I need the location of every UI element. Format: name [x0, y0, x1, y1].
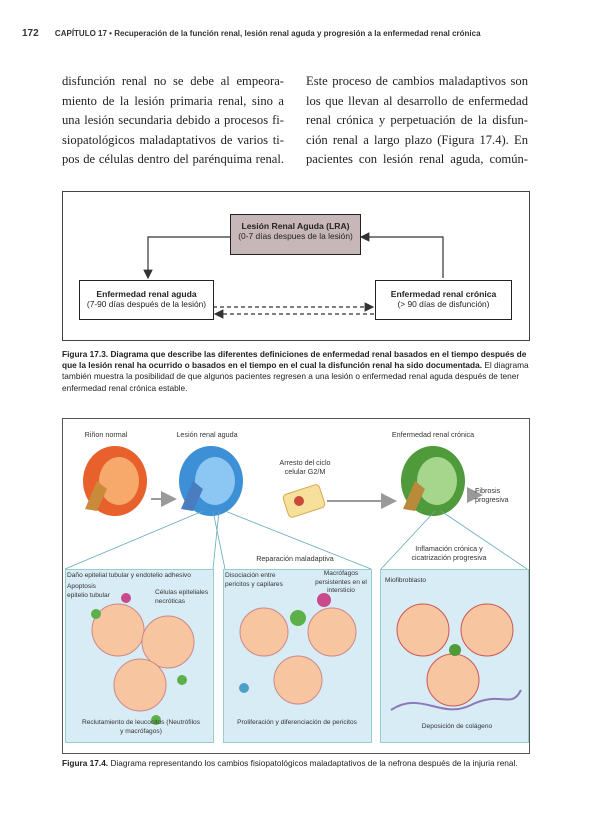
caption-text: Diagrama representando los cambios fisiopatológicos maladaptativos de la nefrona después de la injuria renal. — [110, 758, 518, 768]
label-myofibroblast: Miofibroblasto — [385, 577, 427, 584]
label-collagen: Deposición de colágeno — [421, 723, 493, 730]
body-line: renal crónica y perpetuación de la disfun- — [306, 113, 528, 128]
connector-line — [213, 511, 225, 569]
panel-chronic-inflammation — [380, 569, 529, 743]
label-kidney-normal: Riñon normal — [84, 430, 128, 439]
body-line: ción renal a largo plazo (Figura 17.4). En — [306, 132, 528, 147]
label-inflammation: Inflamación crónica y cicatrización progresiva — [411, 544, 487, 562]
label-kidney-acute: Lesión renal aguda — [176, 430, 238, 439]
running-header — [22, 28, 582, 39]
box-lra-subtitle: (0-7 días despues de la lesión) — [238, 231, 353, 241]
arrow-chronic-to-lra — [361, 237, 443, 278]
tubule-drawing — [381, 570, 528, 742]
figure-17-3-diagram — [62, 191, 530, 341]
body-line: Este proceso de cambios maladaptivos son — [306, 74, 528, 88]
label-panel2-bottom: Proliferación y diferenciación de pericitos — [237, 719, 357, 726]
box-acute-title: Enfermedad renal aguda — [96, 289, 197, 299]
cell-cycle-icon — [282, 484, 326, 519]
figure-17-3-caption — [62, 349, 532, 394]
label-cell-cycle: Arresto del ciclo celular G2/M — [279, 458, 331, 476]
label-macrophages: Macrófagos persistentes en el intersticio — [315, 570, 367, 595]
box-acute — [79, 280, 214, 320]
body-line: los que llevan al desarrollo de enfermedad — [306, 93, 528, 108]
connector-line — [65, 511, 203, 569]
kidney-acute-icon — [179, 446, 243, 516]
box-chronic — [375, 280, 512, 320]
body-line: una lesión secundaria debido a procesos fi- — [62, 113, 284, 128]
box-lra — [230, 214, 361, 255]
box-acute-subtitle: (7-90 días después de la lesión) — [86, 299, 207, 309]
caption-bold-text: Diagrama que describe las diferentes definiciones de enfermedad renal basados en el tiempo después de que la lesión renal ha ocurrido o basados en el tiempo en el cual la disfunción renal ha sido documentada. — [62, 349, 527, 371]
figure-17-4-caption — [62, 758, 532, 769]
arrow-lra-to-acute — [148, 237, 230, 278]
box-chronic-subtitle: (> 90 días de disfunción) — [397, 299, 490, 309]
body-column-right — [306, 72, 528, 170]
box-chronic-title: Enfermedad renal crónica — [390, 289, 497, 299]
caption-text: El diagrama también muestra la posibilidad de que algunos pacientes regresen a una lesión o enfermedad renal aguda después de tener enfermedad renal crónica estable. — [62, 360, 529, 393]
label-panel1-bottom: Reclutamiento de leucocitos (Neutrófilos y macrófagos) — [81, 719, 200, 735]
body-line: miento de la lesión primaria renal, sino a — [62, 93, 284, 108]
caption-label: Figura 17.4. — [62, 758, 109, 768]
label-fibrosis: Fibrosis progresiva — [475, 486, 509, 504]
header-bullet: • — [109, 29, 112, 38]
box-lra-title: Lesión Renal Aguda (LRA) — [241, 221, 350, 231]
tubule-drawing — [224, 570, 371, 742]
label-necrotic: Células epiteliales necróticas — [155, 589, 209, 605]
caption-label: Figura 17.3. — [62, 349, 109, 359]
figure-17-4-illustration — [62, 418, 530, 754]
kidney-normal-icon — [83, 446, 147, 516]
page-number: 172 — [22, 28, 39, 39]
label-apoptosis: Apoptosis epitelio tubular — [67, 583, 110, 599]
label-repair: Reparación maladaptiva — [256, 554, 334, 563]
chapter-title: Recuperación de la función renal, lesión renal aguda y progresión a la enfermedad renal crónica — [114, 29, 481, 38]
body-line: pacientes con lesión renal aguda, común- — [306, 152, 528, 167]
body-column-left — [62, 72, 284, 170]
chapter-label: CAPÍTULO 17 — [54, 29, 107, 38]
body-line: pos de células dentro del parénquima renal. — [62, 152, 284, 167]
label-kidney-chronic: Enfermedad renal crónica — [391, 430, 475, 439]
kidney-chronic-icon — [401, 446, 465, 516]
label-dissociation: Disociación entre pericitos y capilares — [225, 572, 283, 588]
body-line: disfunción renal no se debe al empeora- — [62, 74, 284, 88]
connector-line — [213, 511, 219, 569]
label-panel1-top: Daño epitelial tubular y endotelio adhesivo — [67, 572, 191, 579]
body-line: siopatológicos maladaptativos de varios ti- — [62, 132, 284, 147]
